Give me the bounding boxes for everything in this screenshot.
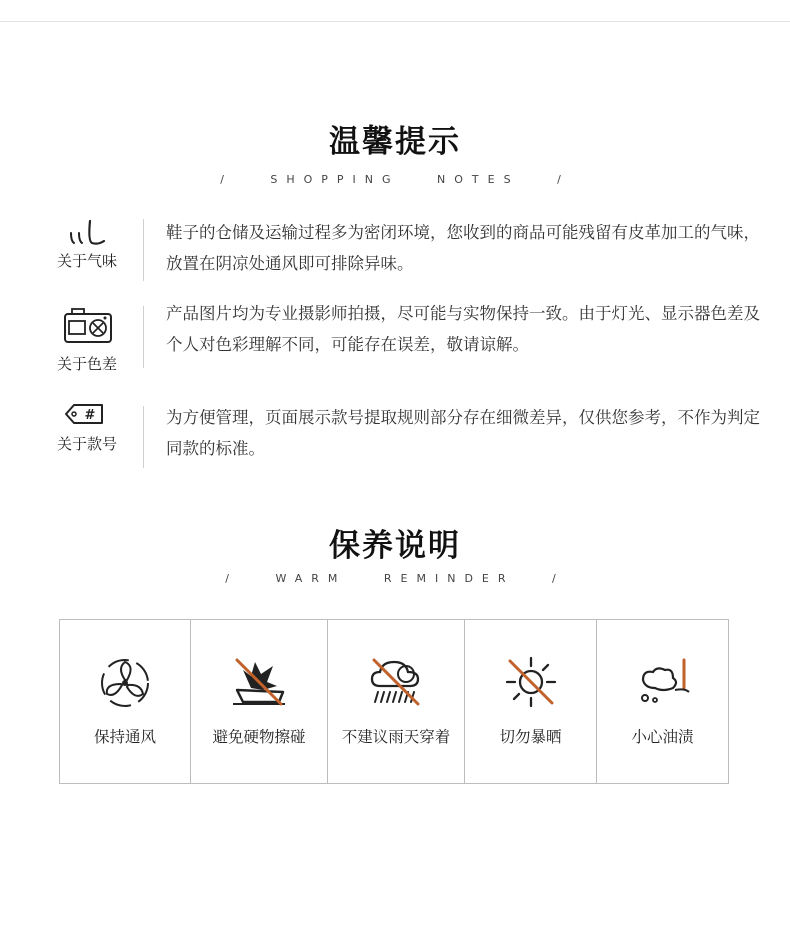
care-label-no-rain: 不建议雨天穿着 xyxy=(341,728,451,746)
tip-divider xyxy=(143,219,144,281)
care-item-oil-stain xyxy=(597,620,728,783)
tip-text-style-number: 为方便管理，页面展示款号提取规则部分存在细微差异，仅供您参考，不作为判定同款的标准。 xyxy=(166,408,760,458)
section-title-care: 保养说明 xyxy=(329,528,461,564)
camera-icon xyxy=(52,306,122,344)
tip-text-smell: 鞋子的仓储及运输过程多为密闭环境，您收到的商品可能残留有皮革加工的气味，放置在阴凉处通风即可排除异味。 xyxy=(166,223,760,273)
care-label-no-sun: 切勿暴晒 xyxy=(499,728,562,746)
care-item-ventilation xyxy=(60,620,191,783)
care-label-oil-stain: 小心油渍 xyxy=(631,728,694,746)
tip-color xyxy=(40,298,760,378)
tip-style-number xyxy=(40,402,760,482)
section-subtitle-care: / WARM REMINDER / xyxy=(225,572,565,585)
tip-label-style-number: 关于款号 xyxy=(56,435,117,453)
tip-divider xyxy=(143,406,144,468)
top-divider xyxy=(0,21,790,22)
section-subtitle-tips: / SHOPPING NOTES / xyxy=(220,173,570,186)
fan-icon xyxy=(95,654,155,710)
care-label-no-hard-objects: 避免硬物擦碰 xyxy=(212,728,306,746)
care-item-no-sun xyxy=(465,620,597,783)
no-rain-icon xyxy=(366,654,426,710)
section-title-tips: 温馨提示 xyxy=(329,124,461,160)
no-sun-icon xyxy=(501,654,561,710)
tip-label-color: 关于色差 xyxy=(56,355,117,373)
tip-label-smell: 关于气味 xyxy=(56,252,117,270)
tip-text-color: 产品图片均为专业摄影师拍摄，尽可能与实物保持一致。由于灯光、显示器色差及个人对色彩理解不同，可能存在误差，敬请谅解。 xyxy=(166,304,760,354)
care-grid xyxy=(59,619,729,784)
oil-stain-icon xyxy=(633,654,693,710)
care-item-no-rain xyxy=(328,620,465,783)
no-hard-objects-icon xyxy=(229,654,289,710)
care-label-ventilation: 保持通风 xyxy=(93,728,156,746)
care-item-no-hard-objects xyxy=(191,620,328,783)
tip-smell xyxy=(40,217,760,297)
tag-icon xyxy=(52,402,122,428)
nose-icon xyxy=(52,217,122,253)
tip-divider xyxy=(143,306,144,368)
svg-text:#: # xyxy=(84,408,96,423)
